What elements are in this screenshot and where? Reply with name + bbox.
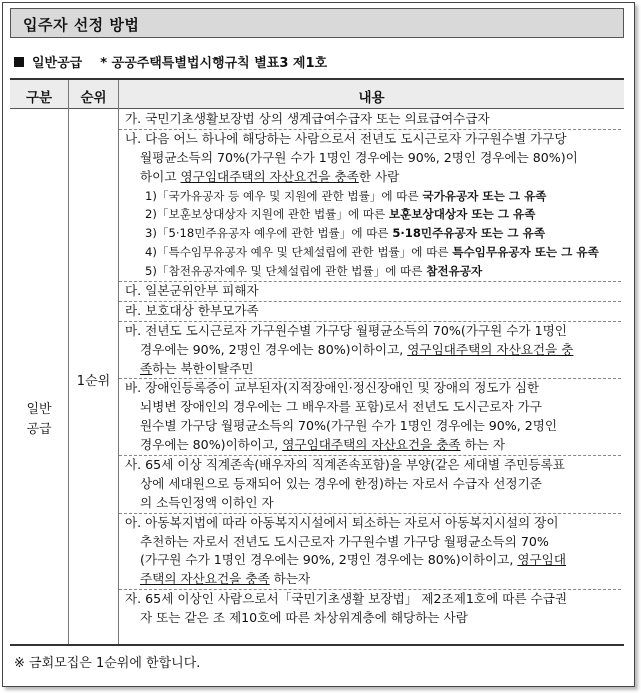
sub-item-1: 1)「국가유공자 등 예우 및 지원에 관한 법률」에 따른 국가유공자 또는 그 유족 [145,188,547,203]
category-line: 일반 [26,402,52,417]
section-note: * 공공주택특별법시행규칙 별표3 제1호 [100,56,328,71]
content-cell [125,110,621,628]
item-ba-line: 경우에는 80%)이하이고, 영구임대주택의 자산요건을 충족 하는 자 [140,437,506,453]
item-a: 아. 아동복지법에 따라 아동복지시설에서 퇴소하는 자로서 아동복지시설의 장이 [125,514,559,530]
item-ma-line: 족하는 북한이탈주민 [140,360,254,376]
header-category: 구분 [25,90,53,106]
item-ja: 자. 65세 이상인 사람으로서「국민기초생활 보장법」 제2조제1호에 따른 수급권 [125,591,568,607]
item-ra: 라. 보호대상 한부모가족 [125,302,259,318]
item-sa: 사. 65세 이상 직계존속(배우자의 직계존속포함)을 부양(같은 세대별 주민등록표 [125,457,565,473]
item-a-line: 주택의 자산요건을 충족 하는자 [140,571,311,587]
item-ba-line: 원수별 가구당 월평균소득의 70%(가구원 수가 1명인 경우에는 90%, 2명인 [140,418,558,434]
square-bullet-icon [14,57,24,67]
item-a-line: 추천하는 자로서 전년도 도시근로자 가구원수별 가구당 월평균소득의 70% [140,533,549,549]
header-rank: 순위 [80,90,107,106]
item-ba: 바. 장애인등록증이 교부된자(지적장애인·정신장애인 및 장애의 정도가 심한 [125,380,540,396]
section-label: 일반공급 [32,56,83,71]
column-divider [118,80,119,644]
item-ja-line: 자 또는 같은 조 제10호에 따른 차상위계층에 해당하는 사람 [140,610,468,626]
rank-cell: 1순위 [76,374,111,389]
selection-table [10,78,624,646]
item-da: 다. 일본군위안부 피해자 [125,283,259,299]
item-ga: 가. 국민기초생활보장법 상의 생계급여수급자 또는 의료급여수급자 [125,111,490,126]
item-ma-line: 경우에는 90%, 2명인 경우에는 80%)이하이고, 영구임대주택의 자산요건을 충 [140,341,574,357]
item-na: 나. 다음 어느 하나에 해당하는 사람으로서 전년도 도시근로자 가구원수별 가구당 [125,130,567,146]
column-divider [68,80,69,644]
table-header [10,80,624,109]
item-sa-line: 상에 세대원으로 등재되어 있는 경우에 한정)하는 자로서 수급자 선정기준 [140,475,542,491]
sub-item-5: 5)「참전유공자예우 및 단체설립에 관한 법률」에 따른 참전유공자 [145,264,483,279]
footnote: ※ 금회모집은 1순위에 한합니다. [14,656,201,671]
item-na-line: 하이고 영구임대주택의 자산요건을 충족한 사람 [140,168,400,184]
category-cell [10,400,68,440]
item-a-line: (가구원 수가 1명인 경우에는 90%, 2명인 경우에는 80%)이하이고, 영구임대 [140,552,567,568]
sub-item-4: 4)「특수임무유공자 예우 및 단체설립에 관한 법률」에 따른 특수임무유공자 또는 그 유족 [145,245,599,260]
title-bar [10,8,624,38]
sub-item-3: 3)「5·18민주유공자 예우에 관한 법률」에 따른 5·18민주유공자 또는 그 유족 [145,226,546,241]
sub-item-2: 2)「보훈보상대상자 지원에 관한 법률」에 따른 보훈보상대상자 또는 그 유족 [145,207,536,222]
header-content: 내용 [358,90,385,106]
item-sa-line: 의 소득인정액 이하인 자 [140,494,274,510]
page-title: 입주자 선정 방법 [23,16,140,34]
section-heading [14,52,327,71]
category-line: 공급 [26,422,52,437]
item-ma: 마. 전년도 도시근로자 가구원수별 가구당 월평균소득의 70%(가구원 수가 1명인 [125,322,567,338]
item-ba-line: 뇌병변 장애인의 경우에는 그 배우자를 포함)로서 전년도 도시근로자 가구 [140,399,542,415]
item-na-line: 월평균소득의 70%(가구원 수가 1명인 경우에는 90%, 2명인 경우에는 80%)이 [140,149,578,165]
